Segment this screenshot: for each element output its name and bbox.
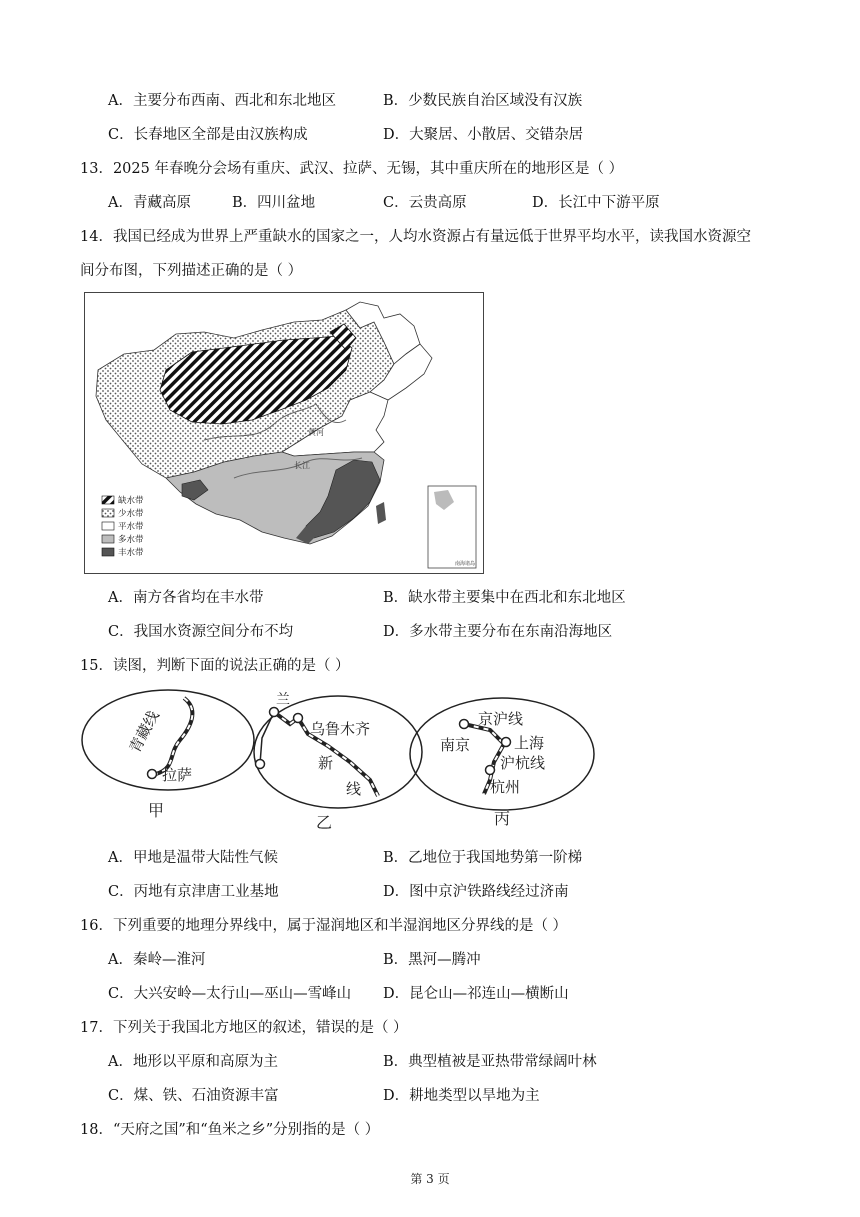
- svg-text:沪杭线: 沪杭线: [500, 754, 546, 772]
- q17-stem: 17．下列关于我国北方地区的叙述，错误的是（ ）: [80, 1020, 408, 1036]
- q14-option-c: C．我国水资源空间分布不均: [108, 624, 294, 640]
- page-number: 第 3 页: [410, 1172, 450, 1186]
- q13-option-c: C．云贵高原: [383, 195, 467, 211]
- figure-jia: [82, 690, 254, 820]
- svg-text:京沪线: 京沪线: [478, 710, 524, 728]
- q16-option-c: C．大兴安岭—太行山—巫山—雪峰山: [108, 986, 352, 1002]
- svg-text:丙: 丙: [494, 809, 511, 828]
- q17-option-a: A．地形以平原和高原为主: [108, 1054, 278, 1070]
- q15-option-d: D．图中京沪铁路线经过济南: [383, 884, 569, 900]
- q14-option-a: A．南方各省均在丰水带: [108, 590, 264, 606]
- q14-stem-line1: 14．我国已经成为世界上严重缺水的国家之一，人均水资源占有量远低于世界平均水平，读我国水资源空: [80, 229, 751, 245]
- svg-text:乙: 乙: [316, 813, 333, 832]
- svg-text:线: 线: [346, 780, 362, 798]
- inset-label: 南海诸岛: [455, 561, 476, 567]
- figure-bing: [410, 698, 594, 828]
- svg-text:乌鲁木齐: 乌鲁木齐: [310, 720, 371, 738]
- q15-option-c: C．丙地有京津唐工业基地: [108, 884, 279, 900]
- railway-figure: [80, 688, 600, 834]
- q16-stem: 16．下列重要的地理分界线中，属于湿润地区和半湿润地区分界线的是（ ）: [80, 918, 568, 934]
- q13-option-b: B．四川盆地: [232, 195, 316, 211]
- q13-stem: 13．2025 年春晚分会场有重庆、武汉、拉萨、无锡，其中重庆所在的地形区是（ ）: [80, 161, 624, 177]
- q16-option-a: A．秦岭—淮河: [108, 952, 206, 968]
- svg-text:平水带: 平水带: [118, 522, 144, 532]
- water-resource-map: [84, 292, 484, 574]
- q17-option-d: D．耕地类型以旱地为主: [383, 1088, 540, 1104]
- q12-option-c: C．长春地区全部是由汉族构成: [108, 127, 308, 143]
- q13-option-d: D．长江中下游平原: [532, 195, 660, 211]
- svg-text:拉萨: 拉萨: [162, 766, 193, 784]
- q17-option-b: B．典型植被是亚热带常绿阔叶林: [383, 1054, 597, 1070]
- svg-text:上海: 上海: [514, 734, 545, 752]
- q13-option-a: A．青藏高原: [108, 195, 191, 211]
- svg-text:缺水带: 缺水带: [118, 496, 144, 506]
- q12-option-b: B．少数民族自治区域没有汉族: [383, 93, 583, 109]
- svg-text:青藏线: 青藏线: [125, 707, 163, 756]
- q15-option-b: B．乙地位于我国地势第一阶梯: [383, 850, 583, 866]
- figure-yi: [254, 692, 422, 832]
- river-label-huanghe: 黄河: [308, 428, 324, 437]
- svg-text:兰: 兰: [276, 692, 290, 708]
- q15-option-a: A．甲地是温带大陆性气候: [108, 850, 278, 866]
- svg-text:杭州: 杭州: [490, 778, 521, 796]
- river-label-changjiang: 长江: [294, 461, 310, 470]
- svg-text:南京: 南京: [440, 736, 471, 754]
- q16-option-d: D．昆仑山—祁连山—横断山: [383, 986, 569, 1002]
- svg-text:多水带: 多水带: [118, 535, 144, 545]
- svg-text:少水带: 少水带: [118, 509, 144, 519]
- svg-text:甲: 甲: [148, 801, 165, 820]
- q15-stem: 15．读图，判断下面的说法正确的是（ ）: [80, 658, 350, 674]
- q17-option-c: C．煤、铁、石油资源丰富: [108, 1088, 279, 1104]
- q14-option-b: B．缺水带主要集中在西北和东北地区: [383, 590, 626, 606]
- svg-text:丰水带: 丰水带: [118, 548, 144, 558]
- q18-stem: 18．“天府之国”和“鱼米之乡”分别指的是（ ）: [80, 1122, 380, 1138]
- q14-stem-line2: 间分布图，下列描述正确的是（ ）: [80, 263, 303, 279]
- q14-option-d: D．多水带主要分布在东南沿海地区: [383, 624, 613, 640]
- svg-text:新: 新: [318, 754, 334, 772]
- q12-option-a: A．主要分布西南、西北和东北地区: [108, 93, 336, 109]
- q12-option-d: D．大聚居、小散居、交错杂居: [383, 127, 584, 143]
- q16-option-b: B．黑河—腾冲: [383, 952, 481, 968]
